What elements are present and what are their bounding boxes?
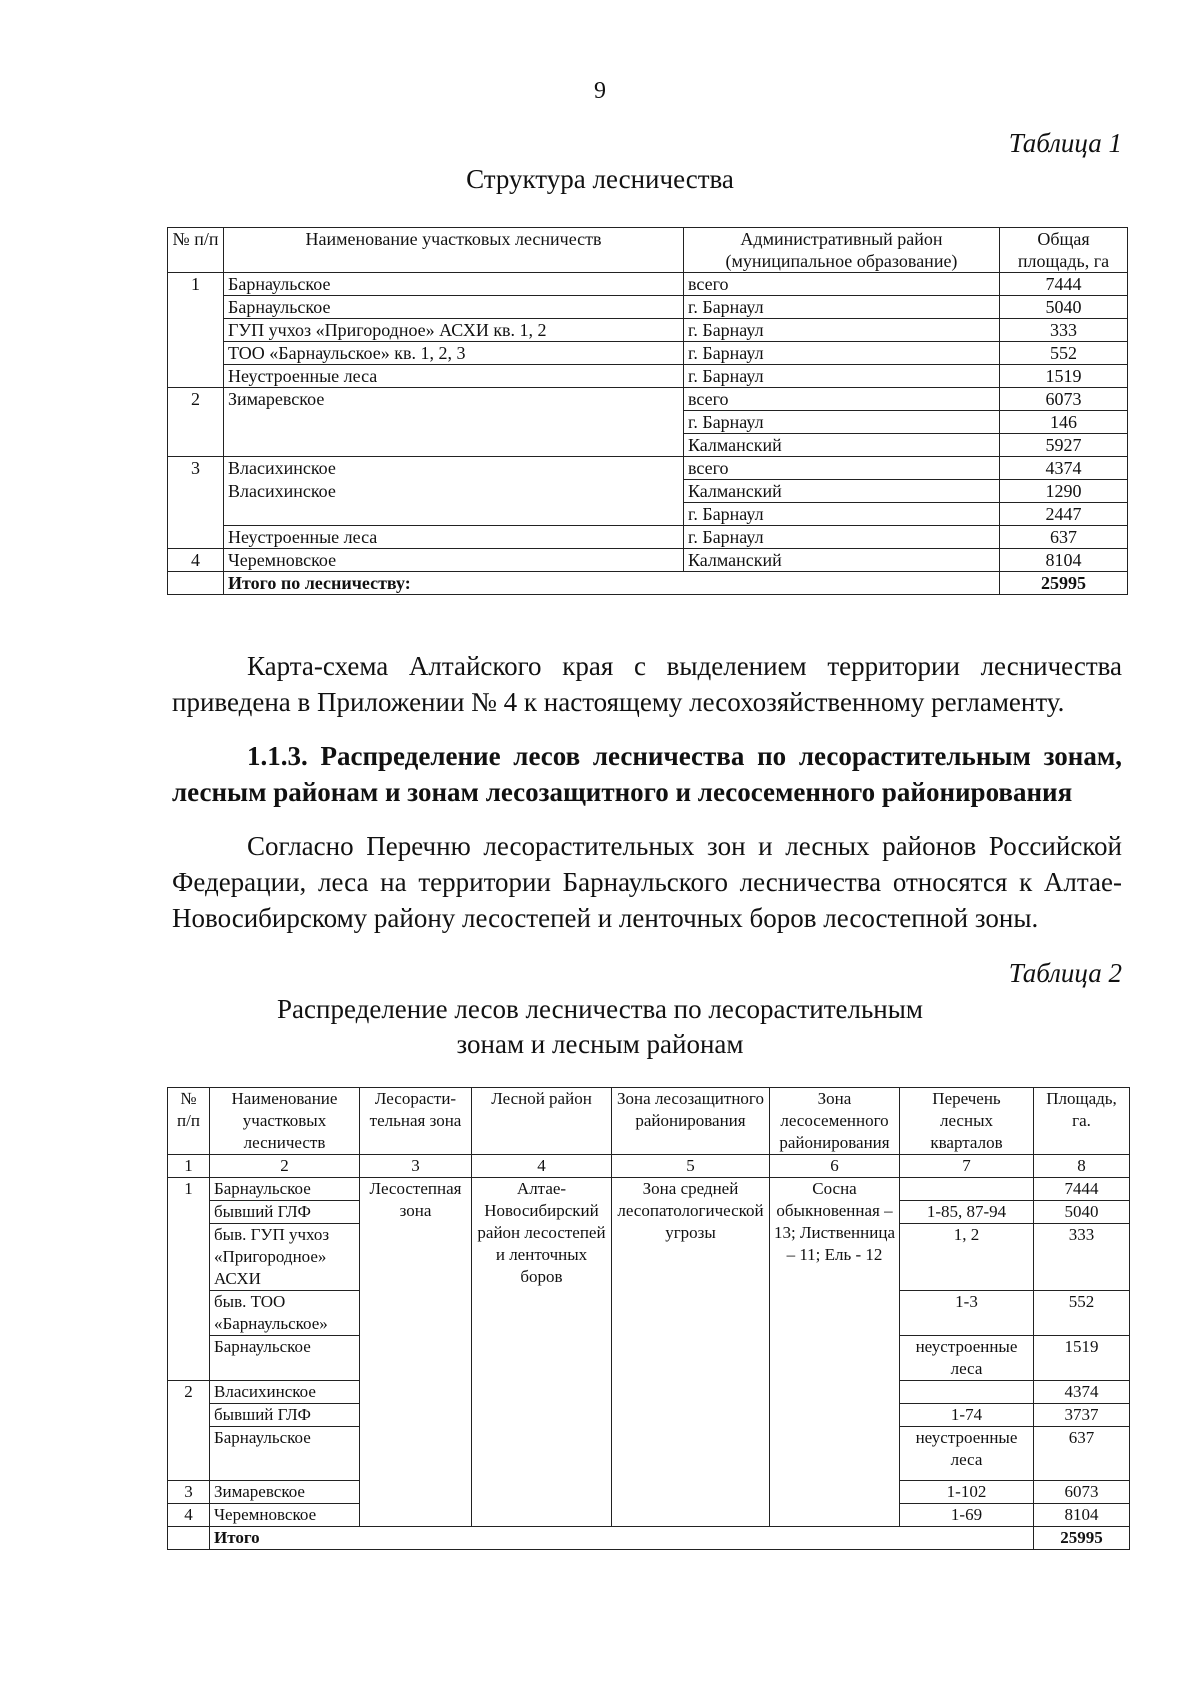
- table-row: [168, 411, 1128, 434]
- table1-district: всего: [684, 273, 1000, 296]
- table2-forest-district: Алтае-Новосибирский район лесостепей и ленточных боров: [472, 1178, 612, 1527]
- table1-district: г. Барнаул: [684, 342, 1000, 365]
- table-row: [168, 549, 1128, 572]
- table-row: [168, 503, 1128, 526]
- table2-num: [168, 1336, 210, 1381]
- paragraph-map-reference: [172, 648, 1122, 720]
- table1-name: Барнаульское: [224, 296, 684, 319]
- table2-name: бывший ГЛФ: [210, 1201, 360, 1224]
- table2-title-line2: зонам и лесным районам: [456, 1029, 744, 1059]
- table1-header-area: Общая площадь, га: [1000, 228, 1128, 273]
- table2-quarters: 1-74: [900, 1404, 1034, 1427]
- table2-area: 552: [1034, 1291, 1130, 1336]
- table2-total-row: [168, 1527, 1130, 1550]
- table2-num: [168, 1427, 210, 1481]
- table1-num: [168, 526, 224, 549]
- table2-num: 3: [168, 1481, 210, 1504]
- table2: [167, 1087, 1130, 1550]
- table1-num: [168, 296, 224, 319]
- table1-name: Власихинское: [224, 457, 684, 480]
- table1-area: 2447: [1000, 503, 1128, 526]
- table1-area: 6073: [1000, 388, 1128, 411]
- table2-quarters: 1-102: [900, 1481, 1034, 1504]
- table1-district: г. Барнаул: [684, 296, 1000, 319]
- table2-name: Барнаульское: [210, 1427, 360, 1481]
- table-row: [168, 319, 1128, 342]
- table2-label: Таблица 2: [1008, 958, 1122, 988]
- table2-colnum: 7: [900, 1155, 1034, 1178]
- table1-total-value: 25995: [1000, 572, 1128, 595]
- table1-name: Черемновское: [224, 549, 684, 572]
- table1-area: 552: [1000, 342, 1128, 365]
- page-number: 9: [594, 78, 606, 104]
- table1-num: [168, 434, 224, 457]
- table2-area: 7444: [1034, 1178, 1130, 1201]
- table1: [167, 227, 1128, 595]
- table2-area: 5040: [1034, 1201, 1130, 1224]
- table-row: [168, 526, 1128, 549]
- paragraph1-line2: приведена в Приложении № 4 к настоящему лесохозяйственному регламенту.: [172, 687, 1065, 717]
- table2-header-quarters: Перечень лесных кварталов: [900, 1088, 1034, 1155]
- table2-header-name: Наименование участковых лесничеств: [210, 1088, 360, 1155]
- table2-num: [168, 1404, 210, 1427]
- table1-district: Калманский: [684, 434, 1000, 457]
- table1-name: [224, 503, 684, 526]
- table2-name: Черемновское: [210, 1504, 360, 1527]
- table1-district: г. Барнаул: [684, 365, 1000, 388]
- table1-area: 637: [1000, 526, 1128, 549]
- table2-colnum: 4: [472, 1155, 612, 1178]
- table1-num: [168, 503, 224, 526]
- table2-area: 6073: [1034, 1481, 1130, 1504]
- table-row: [168, 1178, 1130, 1201]
- table2-colnum: 5: [612, 1155, 770, 1178]
- table2-colnum: 1: [168, 1155, 210, 1178]
- table1-district: г. Барнаул: [684, 503, 1000, 526]
- table2-num: [168, 1224, 210, 1291]
- table2-quarters: 1-3: [900, 1291, 1034, 1336]
- table1-area: 8104: [1000, 549, 1128, 572]
- table1-district: Калманский: [684, 549, 1000, 572]
- table1-num: 3: [168, 457, 224, 480]
- table2-colnum: 2: [210, 1155, 360, 1178]
- table2-header-forest-zone: Лесорасти-тельная зона: [360, 1088, 472, 1155]
- table1-name: Власихинское: [224, 480, 684, 503]
- heading-line2: лесным районам и зонам лесозащитного и лесосеменного районирования: [172, 777, 1073, 807]
- table2-total-label: Итого: [210, 1527, 1034, 1550]
- table2-name: бывший ГЛФ: [210, 1404, 360, 1427]
- table2-seed-zone: Сосна обыкновенная – 13; Лиственница – 11; Ель - 12: [770, 1178, 900, 1527]
- table2-area: 3737: [1034, 1404, 1130, 1427]
- table1-name: Барнаульское: [224, 273, 684, 296]
- table2-quarters: неустроенные леса: [900, 1336, 1034, 1381]
- table2-quarters: 1, 2: [900, 1224, 1034, 1291]
- table2-name: Барнаульское: [210, 1336, 360, 1381]
- table-row: [168, 388, 1128, 411]
- table1-area: 7444: [1000, 273, 1128, 296]
- table-row: [168, 434, 1128, 457]
- table1-name: Неустроенные леса: [224, 526, 684, 549]
- table2-quarters: [900, 1178, 1034, 1201]
- table-row: [168, 457, 1128, 480]
- table2-quarters: 1-85, 87-94: [900, 1201, 1034, 1224]
- table2-total-spacer: [168, 1527, 210, 1550]
- table1-num: 2: [168, 388, 224, 411]
- table1-area: 4374: [1000, 457, 1128, 480]
- table2-forest-zone: Лесостепная зона: [360, 1178, 472, 1527]
- table1-num: [168, 365, 224, 388]
- table2-num: 2: [168, 1381, 210, 1404]
- table2-quarters: 1-69: [900, 1504, 1034, 1527]
- table1-district: г. Барнаул: [684, 411, 1000, 434]
- table1-district: всего: [684, 457, 1000, 480]
- table1-area: 333: [1000, 319, 1128, 342]
- table-row: [168, 480, 1128, 503]
- table2-header-seed-zone: Зона лесосеменного районирования: [770, 1088, 900, 1155]
- table1-district: г. Барнаул: [684, 526, 1000, 549]
- table2-header-forest-district: Лесной район: [472, 1088, 612, 1155]
- table2-colnum: 6: [770, 1155, 900, 1178]
- table2-column-numbers: [168, 1155, 1130, 1178]
- table2-header-num: № п/п: [168, 1088, 210, 1155]
- table2-name: Власихинское: [210, 1381, 360, 1404]
- table1-area: 146: [1000, 411, 1128, 434]
- table2-header-row: [168, 1088, 1130, 1155]
- table1-area: 1290: [1000, 480, 1128, 503]
- table1-header-row: [168, 228, 1128, 273]
- table1-area: 1519: [1000, 365, 1128, 388]
- table2-name: быв. ТОО «Барнаульское»: [210, 1291, 360, 1336]
- table-row: [168, 342, 1128, 365]
- table-row: [168, 273, 1128, 296]
- table2-quarters: [900, 1381, 1034, 1404]
- table2-protection-zone: Зона средней лесопатологической угрозы: [612, 1178, 770, 1527]
- table1-name: [224, 434, 684, 457]
- table1-name: ГУП учхоз «Пригородное» АСХИ кв. 1, 2: [224, 319, 684, 342]
- table1-district: г. Барнаул: [684, 319, 1000, 342]
- table2-quarters: неустроенные леса: [900, 1427, 1034, 1481]
- table2-header-area: Площадь, га.: [1034, 1088, 1130, 1155]
- table1-district: всего: [684, 388, 1000, 411]
- table1-num: [168, 480, 224, 503]
- table1-header-num: № п/п: [168, 228, 224, 273]
- table1-header-name: Наименование участковых лесничеств: [224, 228, 684, 273]
- table1-name: Неустроенные леса: [224, 365, 684, 388]
- table1-num: [168, 319, 224, 342]
- table1-name: ТОО «Барнаульское» кв. 1, 2, 3: [224, 342, 684, 365]
- table1-total-spacer: [168, 572, 224, 595]
- table2-name: Барнаульское: [210, 1178, 360, 1201]
- table1-name: [224, 411, 684, 434]
- paragraph1-line1: Карта-схема Алтайского края с выделением территории лесничества: [247, 651, 1122, 681]
- paragraph2-line1: Согласно Перечню лесорастительных зон и лесных районов Российской: [247, 831, 1122, 861]
- table1-area: 5040: [1000, 296, 1128, 319]
- table1-num: 4: [168, 549, 224, 572]
- table2-area: 4374: [1034, 1381, 1130, 1404]
- table1-name: Зимаревское: [224, 388, 684, 411]
- table2-num: [168, 1201, 210, 1224]
- table2-colnum: 8: [1034, 1155, 1130, 1178]
- table1-total-label: Итого по лесничеству:: [224, 572, 1000, 595]
- table2-total-value: 25995: [1034, 1527, 1130, 1550]
- table1-total-row: [168, 572, 1128, 595]
- table1-title: Структура лесничества: [466, 164, 734, 194]
- table2-num: [168, 1291, 210, 1336]
- table2-num: 1: [168, 1178, 210, 1201]
- table1-label: Таблица 1: [1008, 128, 1122, 158]
- table-row: [168, 296, 1128, 319]
- paragraph2-line3: Новосибирскому району лесостепей и ленточных боров лесостепной зоны.: [172, 903, 1039, 933]
- table2-area: 637: [1034, 1427, 1130, 1481]
- table2-header-protection-zone: Зона лесозащитного районирования: [612, 1088, 770, 1155]
- table2-area: 1519: [1034, 1336, 1130, 1381]
- table1-num: 1: [168, 273, 224, 296]
- table2-name: быв. ГУП учхоз «Пригородное» АСХИ: [210, 1224, 360, 1291]
- table1-header-district: Административный район (муниципальное образование): [684, 228, 1000, 273]
- table-row: [168, 365, 1128, 388]
- table2-name: Зимаревское: [210, 1481, 360, 1504]
- table2-num: 4: [168, 1504, 210, 1527]
- table1-district: Калманский: [684, 480, 1000, 503]
- heading-line1: 1.1.3. Распределение лесов лесничества по лесорастительным зонам,: [247, 741, 1122, 771]
- table2-title-line1: Распределение лесов лесничества по лесорастительным: [277, 994, 923, 1024]
- paragraph2-line2: Федерации, леса на территории Барнаульского лесничества относятся к Алтае-: [172, 867, 1122, 897]
- paragraph-forest-zones: [172, 828, 1122, 936]
- table1-area: 5927: [1000, 434, 1128, 457]
- table1-num: [168, 411, 224, 434]
- table2-area: 8104: [1034, 1504, 1130, 1527]
- table2-colnum: 3: [360, 1155, 472, 1178]
- table1-num: [168, 342, 224, 365]
- section-heading: [172, 738, 1122, 810]
- table2-area: 333: [1034, 1224, 1130, 1291]
